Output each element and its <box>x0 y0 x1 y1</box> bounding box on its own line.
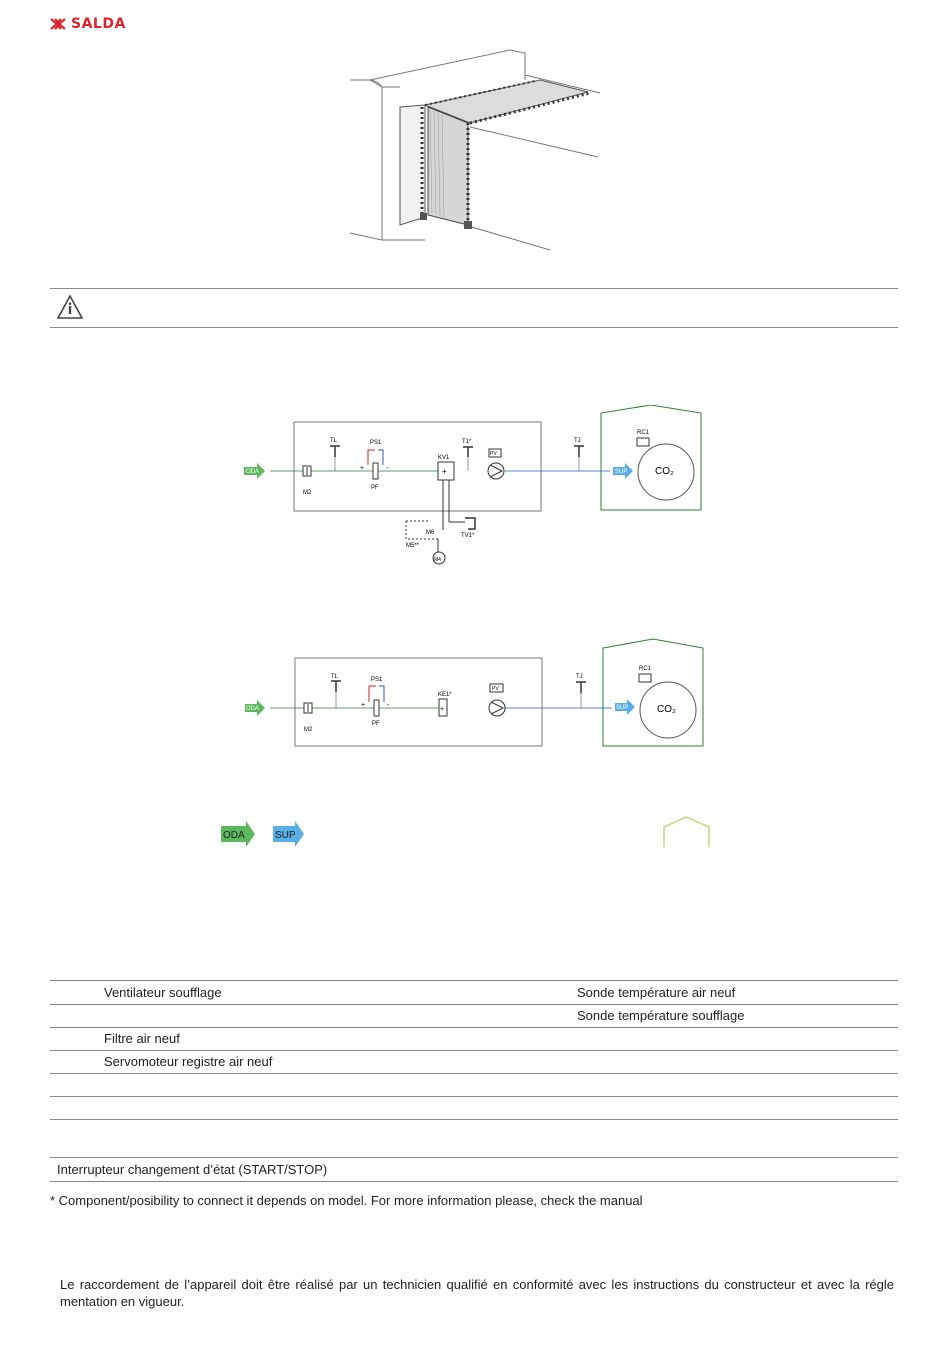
rc1-label: RC1 <box>637 430 650 436</box>
row-right-text: Sonde température soufflage <box>577 1008 745 1023</box>
pv-label: PV <box>490 451 497 457</box>
m6-label: M6 <box>426 530 435 536</box>
pf-label-2: PF <box>372 721 380 727</box>
pf-plus-label: + <box>360 465 365 472</box>
t1-label: T1* <box>462 439 472 445</box>
row-left-text: Interrupteur changement d’état (START/STOP) <box>57 1162 328 1177</box>
table-row <box>50 981 898 1005</box>
m2-label-2: M2 <box>304 727 313 733</box>
table-row <box>50 1096 898 1120</box>
pv-label-2: PV <box>492 686 499 692</box>
oda-arrow-label-2: ODA <box>246 706 260 712</box>
row-left-text: Filtre air neuf <box>104 1031 180 1046</box>
tl-label: TL <box>330 438 338 444</box>
table-row <box>50 1050 898 1074</box>
info-rule-bottom <box>50 327 898 328</box>
table-row <box>50 1004 898 1028</box>
footnote: * Component/posibility to connect it depends on model. For more information please, check the manual <box>50 1193 643 1208</box>
legend-room-icon <box>662 815 712 849</box>
ps1-label: PS1 <box>370 440 382 446</box>
tl-label-2: TL <box>331 674 339 680</box>
table-row <box>50 1027 898 1051</box>
brand-name: SALDA <box>71 16 126 32</box>
row-right-text: Sonde température air neuf <box>577 985 736 1000</box>
tv1-label: TV1* <box>461 533 475 539</box>
tj-label: TJ <box>574 438 581 444</box>
ke1-plus: + <box>440 706 445 713</box>
row-left-text: Ventilateur soufflage <box>104 985 222 1000</box>
info-warning-icon <box>56 294 84 320</box>
product-illustration <box>340 45 610 260</box>
m5-label: M5** <box>406 543 420 549</box>
row-left-text: Servomoteur registre air neuf <box>104 1054 273 1069</box>
info-rule-top <box>50 288 898 289</box>
table-row-last <box>50 1158 898 1182</box>
wiring-diagram-1 <box>240 405 710 575</box>
pf-plus-label-2: + <box>361 702 366 709</box>
wiring-diagram-2 <box>240 638 710 750</box>
sup-arrow-label-2: SUP <box>616 705 629 711</box>
table-row <box>50 1073 898 1097</box>
kv1-plus: + <box>442 467 447 476</box>
tj-label-2: TJ <box>576 674 583 680</box>
co2-label-2: CO₂ <box>657 704 676 715</box>
co2-label: CO₂ <box>655 466 674 477</box>
rc1-label-2: RC1 <box>639 666 652 672</box>
sup-arrow-label: SUP <box>615 469 628 475</box>
kv1-label: KV1 <box>438 455 450 461</box>
ps1-label-2: PS1 <box>371 677 383 683</box>
legend-arrows <box>220 820 310 850</box>
salda-logo-icon <box>50 17 66 31</box>
legend-oda-label: ODA <box>223 830 245 841</box>
installation-note: Le raccordement de l’appareil doit être réalisé par un technicien qualifié en conformité avec les instructions du constructeur et avec la régle mentation en vigueur. <box>60 1277 894 1309</box>
pf-minus-label: - <box>386 465 389 472</box>
m2-label: M2 <box>303 490 312 496</box>
m4-label: M4 <box>434 557 441 563</box>
pf-label: PF <box>371 485 379 491</box>
legend-sup-label: SUP <box>275 830 296 841</box>
ke1-label: KE1* <box>438 692 452 698</box>
brand-logo <box>50 16 126 32</box>
oda-arrow-label: ODA <box>246 469 260 475</box>
pf-minus-label-2: - <box>387 702 390 709</box>
